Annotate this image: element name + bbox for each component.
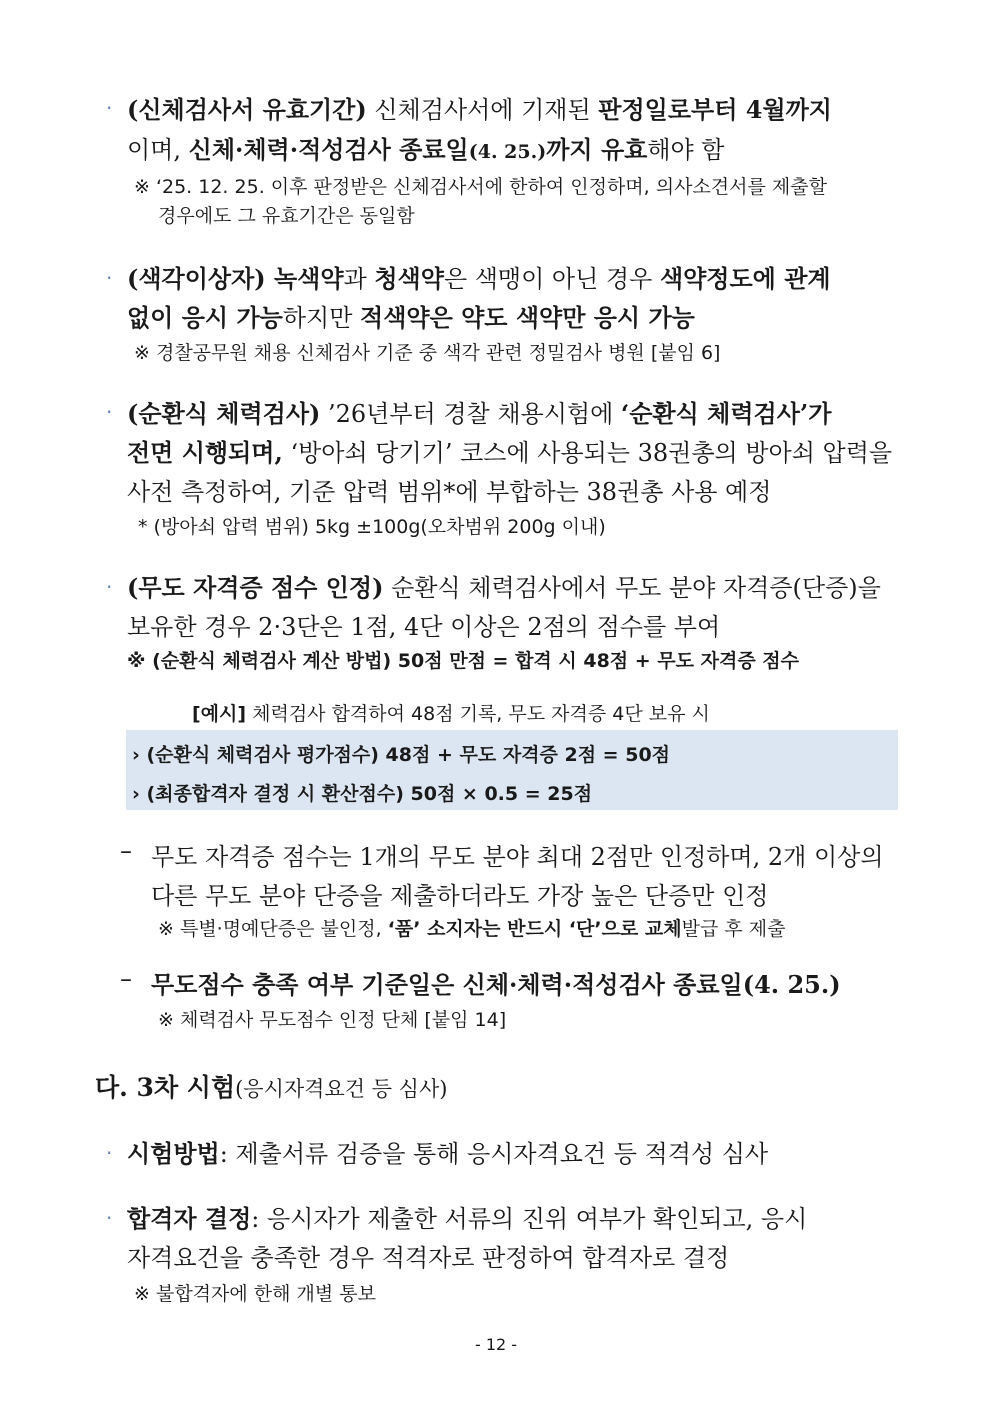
example-text: 체력검사 합격하여 48점 기록, 무도 자격증 4단 보유 시 bbox=[246, 703, 710, 725]
s2-text2: 은 색맹이 아닌 경우 bbox=[443, 265, 660, 293]
s3-label: (순환식 체력검사) bbox=[127, 399, 321, 428]
heading-main: 다. 3차 시험 bbox=[95, 1073, 236, 1102]
dash-icon: – bbox=[120, 965, 132, 993]
bullet-icon: · bbox=[106, 96, 113, 120]
s2-line1 bbox=[127, 259, 831, 294]
s8-line2: 자격요건을 충족한 경우 적격자로 판정하여 합격자로 결정 bbox=[127, 1244, 730, 1272]
dash-icon: – bbox=[120, 837, 132, 865]
s1-emphasis2: 신체·체력·적성검사 종료일 bbox=[188, 135, 469, 164]
example-line2 bbox=[132, 779, 592, 806]
s4-calc-note bbox=[127, 646, 799, 673]
s1-note-line1: ※ ‘25. 12. 25. 이후 판정받은 신체검사서에 한하여 인정하며, 의사소견서를 제출할 bbox=[134, 176, 827, 198]
s5-note-emphasis: ‘품’ 소지자는 반드시 ‘단’으로 교체 bbox=[387, 918, 682, 940]
s1-text2: 이며, bbox=[127, 136, 189, 164]
s8-line1 bbox=[127, 1199, 807, 1234]
example-line2-text: › (최종합격자 결정 시 환산점수) 50점 × 0.5 = 25점 bbox=[132, 783, 593, 805]
example-label: [예시] bbox=[192, 703, 247, 725]
s5-note-text2: 발급 후 제출 bbox=[681, 918, 786, 940]
s2-emphasis: 청색약 bbox=[374, 264, 444, 293]
s6-line1 bbox=[151, 965, 841, 1000]
s1-line1 bbox=[127, 90, 832, 125]
s2-emphasis3: 없이 응시 가능 bbox=[127, 303, 283, 332]
s8-label: 합격자 결정 bbox=[127, 1204, 252, 1233]
s5-note-line1 bbox=[158, 914, 785, 941]
section-heading bbox=[95, 1068, 447, 1104]
bullet-icon: · bbox=[106, 1141, 113, 1165]
s1-label: (신체검사서 유효기간) bbox=[127, 95, 367, 124]
s2-note-line1: ※ 경찰공무원 채용 신체검사 기준 중 색각 관련 정밀검사 병원 [붙임 6] bbox=[134, 342, 721, 364]
example-line1-text: › (순환식 체력검사 평가점수) 48점 + 무도 자격증 2점 = 50점 bbox=[132, 744, 671, 766]
s4-label: (무도 자격증 점수 인정) bbox=[127, 573, 384, 602]
s2-text3: 하지만 bbox=[282, 304, 361, 332]
s3-note-line1: * (방아쇠 압력 범위) 5kg ±100g(오차범위 200g 이내) bbox=[138, 516, 606, 538]
bullet-icon: · bbox=[106, 400, 113, 424]
s8-text: : 응시자가 제출한 서류의 진위 여부가 확인되고, 응시 bbox=[251, 1205, 808, 1233]
s8-note-line1: ※ 불합격자에 한해 개별 통보 bbox=[134, 1283, 376, 1305]
s3-line3: 사전 측정하여, 기준 압력 범위*에 부합하는 38권총 사용 예정 bbox=[127, 478, 772, 506]
s3-text: ’26년부터 경찰 채용시험에 bbox=[320, 400, 621, 428]
s2-label: (색각이상자) 녹색약 bbox=[127, 264, 344, 293]
s2-text: 과 bbox=[343, 265, 375, 293]
s1-emphasis3: 까지 유효 bbox=[546, 135, 648, 164]
bullet-icon: · bbox=[106, 1206, 113, 1230]
s2-emphasis2: 색약정도에 관계 bbox=[659, 264, 831, 293]
page-number: - 12 - bbox=[474, 1335, 518, 1354]
s2-line2 bbox=[127, 298, 695, 333]
s3-line1 bbox=[127, 394, 831, 429]
s1-line2 bbox=[127, 130, 725, 165]
s5-line2: 다른 무도 분야 단증을 제출하더라도 가장 높은 단증만 인정 bbox=[151, 882, 769, 910]
s3-line2 bbox=[127, 433, 892, 468]
s4-text: 순환식 체력검사에서 무도 분야 자격증(단증)을 bbox=[383, 574, 881, 602]
s3-emphasis: ‘순환식 체력검사’가 bbox=[620, 399, 832, 428]
s7-label: 시험방법 bbox=[127, 1139, 220, 1168]
s1-date: (4. 25.) bbox=[468, 141, 547, 163]
s7-line1 bbox=[127, 1134, 768, 1169]
s1-text3: 해야 함 bbox=[647, 136, 725, 164]
s4-line2: 보유한 경우 2·3단은 1점, 4단 이상은 2점의 점수를 부여 bbox=[127, 613, 721, 641]
s2-emphasis4: 적색약은 약도 색약만 응시 가능 bbox=[360, 303, 695, 332]
s1-note-line2: 경우에도 그 유효기간은 동일함 bbox=[158, 205, 415, 227]
s4-line1 bbox=[127, 568, 881, 603]
bullet-icon: · bbox=[106, 575, 113, 599]
bullet-icon: · bbox=[106, 266, 113, 290]
s5-line1: 무도 자격증 점수는 1개의 무도 분야 최대 2점만 인정하며, 2개 이상의 bbox=[151, 843, 884, 871]
s6-note-line1: ※ 체력검사 무도점수 인정 단체 [붙임 14] bbox=[158, 1009, 507, 1031]
heading-sub: (응시자격요건 등 심사) bbox=[235, 1077, 448, 1101]
example-line1 bbox=[132, 740, 670, 767]
s3-emphasis2: 전면 시행되며, bbox=[127, 438, 283, 467]
s1-emphasis: 판정일로부터 4월까지 bbox=[598, 95, 832, 124]
s6-emphasis: 무도점수 충족 여부 기준일은 신체·체력·적성검사 종료일(4. 25.) bbox=[151, 970, 841, 999]
s1-text: 신체검사서에 기재된 bbox=[366, 96, 599, 124]
s4-calc-text: ※ (순환식 체력검사 계산 방법) 50점 만점 = 합격 시 48점 + 무도 자격증 점수 bbox=[127, 650, 800, 672]
s5-note-text: ※ 특별·명예단증은 불인정, bbox=[158, 918, 388, 940]
s3-text2: ‘방아쇠 당기기’ 코스에 사용되는 38권총의 방아쇠 압력을 bbox=[282, 439, 893, 467]
example-caption bbox=[192, 699, 710, 726]
s7-text: : 제출서류 검증을 통해 응시자격요건 등 적격성 심사 bbox=[219, 1140, 769, 1168]
